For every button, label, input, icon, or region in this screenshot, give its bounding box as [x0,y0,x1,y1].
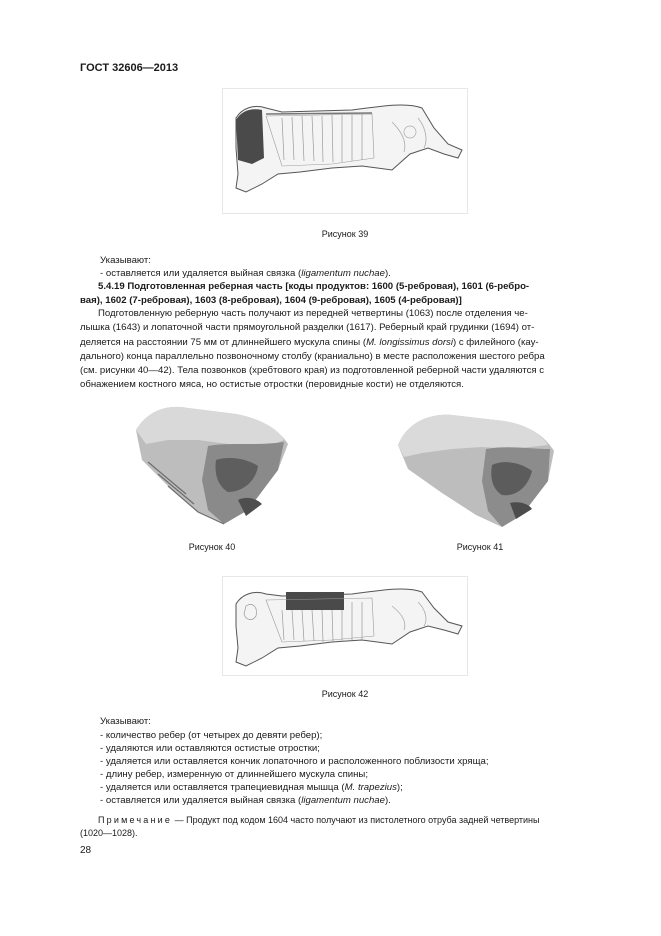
carcass-diagram-42 [222,576,468,676]
list-item-latin: ligamentum nuchae [301,795,385,806]
indicate-label-1: Указывают: [100,255,151,266]
list-item [100,794,489,807]
carcass-outline [236,105,462,192]
list-item-end: ); [396,782,403,793]
list-item-latin: M. trapezius [344,782,397,793]
item-text-end: ). [384,268,391,279]
para-line-3-end: ) с филейного (кау- [452,336,539,348]
note-line-1 [80,814,613,827]
carcass-diagram-39 [222,88,468,214]
caption-figure-40: Рисунок 40 [188,542,236,552]
note-label: Примечание [98,815,173,825]
figure-40 [128,400,296,530]
section-heading-line-2: вая), 1602 (7-ребровая), 1603 (8-ребровая), 1604 (9-ребровая), 1605 (4-ребровая)] [80,295,462,307]
list-item [100,781,489,794]
rib-roast-photo-40 [128,400,296,530]
rib-section-highlight [286,592,344,610]
section-heading [80,280,613,309]
page-number: 28 [80,845,92,856]
para-line-6: обнажением костного мяса, но остистые отростки (перовидные кости) не отделяются. [80,379,464,391]
indicate-list-2 [100,729,489,807]
para-line-5: (см. рисунки 40—42). Тела позвонков (хребтового края) из подготовленной реберной части удаляются с [80,365,545,377]
document-header: ГОСТ 32606—2013 [80,62,179,74]
item-latin: ligamentum nuchae [301,268,385,279]
note-text: — Продукт под кодом 1604 часто получают из пистолетного отруба задней четвертины [174,815,540,825]
indicate-item-1: - оставляется или удаляется выйная связка (ligamentum nuchae). [100,268,391,279]
list-item-text: удаляется или оставляется трапециевидная мышца ( [105,782,345,793]
carcass-outline [236,589,462,666]
note-line-2: (1020—1028). [80,828,138,838]
para-line-3-text: деляется на расстоянии 75 мм от длиннейшего мускула спины ( [80,336,367,348]
caption-figure-41: Рисунок 41 [456,542,504,552]
list-item-end: ). [384,795,391,806]
list-item: - количество ребер (от четырех до девяти ребер); [100,729,489,742]
item-text: оставляется или удаляется выйная связка ( [105,268,302,279]
figure-42 [222,576,468,676]
para-line-4: дального) конца параллельно позвоночному столбу (краниально) в месте расположения шестого ребра [80,350,545,362]
figure-41 [392,405,560,530]
para-line-1: Подготовленную реберную часть получают из передней четвертины (1063) после отделения че- [98,308,528,319]
para-line-3 [80,336,613,350]
note [80,814,613,840]
para-line-2: лышка (1643) и лопаточной части прямоугольной разделки (1617). Реберный край грудинки (1694) от- [80,322,535,334]
figure-39 [222,88,468,214]
section-paragraph [80,307,613,393]
rib-roast-photo-41 [392,405,560,530]
neck-highlight [236,109,264,164]
list-item: - удаляются или оставляются остистые отростки; [100,742,489,755]
section-heading-line-1: 5.4.19 Подготовленная реберная часть [коды продуктов: 1600 (5-ребровая), 1601 (6-ребро- [98,281,530,292]
list-item: - длину ребер, измеренную от длиннейшего мускула спины; [100,768,489,781]
caption-figure-42: Рисунок 42 [321,689,369,699]
caption-figure-39: Рисунок 39 [321,229,369,239]
para-line-3-latin: M. longissimus dorsi [366,336,453,348]
indicate-label-2: Указывают: [100,716,151,727]
list-item: - удаляется или оставляется кончик лопаточного и расположенного поблизости хряща; [100,755,489,768]
list-item-text: оставляется или удаляется выйная связка ( [105,795,302,806]
